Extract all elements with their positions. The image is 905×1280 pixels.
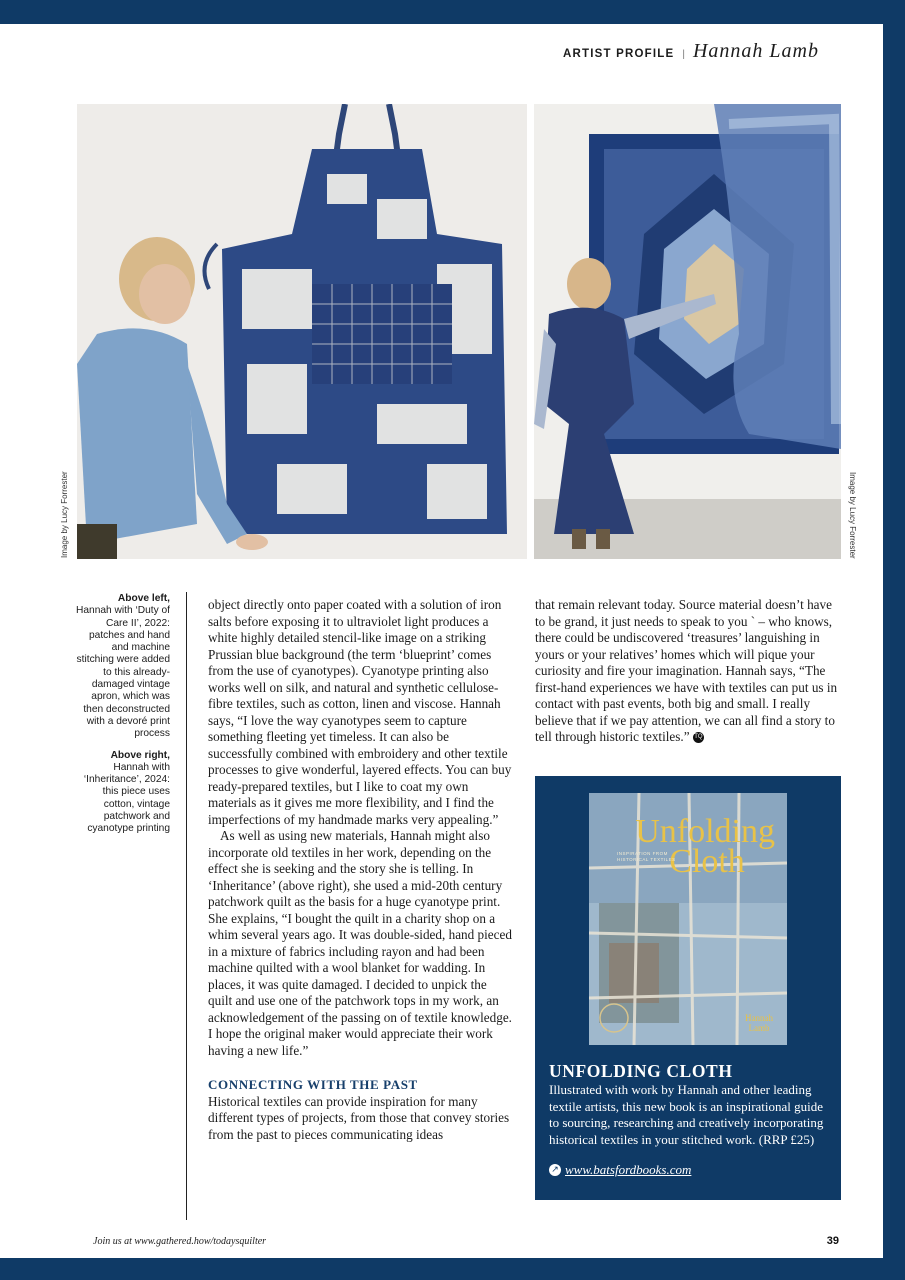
photo-inheritance [534, 104, 841, 559]
magazine-page [0, 24, 883, 1258]
end-of-article-icon: TQ [693, 732, 704, 743]
section-kicker: ARTIST PROFILE [563, 48, 675, 60]
article-column-two [535, 597, 841, 746]
body-text: that remain relevant today. Source material doesn’t have to be grand, it just needs to speak to you ` – who knows, there could be undiscovered ‘treasures’ languishing in yours or your relatives’ homes which will pique your curiosity and fire your imagination. Hannah says, “The first-hand experiences we have with textiles can put us in contact with past events, both big and small. I really believe that if we pay attention, we can all find a story to tell through historic textiles.” [535, 597, 838, 744]
cover-author-line: Hannah [745, 1013, 773, 1023]
book-blurb: Illustrated with work by Hannah and other leading textile artists, this new book is an inspirational guide to sourcing, researching and creatively incorporating historical textiles in your stitched work. (RRP £25) [549, 1082, 824, 1147]
caption-title: Above right, [110, 749, 170, 761]
cover-title-line: Unfolding [635, 813, 775, 850]
cover-title-line: Cloth [669, 843, 745, 880]
artist-name: Hannah Lamb [692, 40, 819, 62]
article-column-one [208, 597, 512, 1143]
photo-credit-left: Image by Lucy Forrester [60, 471, 69, 558]
caption-title: Above left, [117, 593, 170, 604]
cover-title [635, 813, 775, 880]
caption-above-right [76, 750, 170, 836]
photo-duty-of-care [77, 104, 527, 559]
publisher-link[interactable]: www.batsfordbooks.com [565, 1162, 692, 1177]
book-link-row[interactable] [549, 1162, 691, 1178]
footer-website: Join us at www.gathered.how/todaysquilter [93, 1236, 267, 1247]
cover-author [745, 1013, 773, 1033]
header-separator: | [682, 49, 685, 60]
caption-text: Hannah with ‘Inheritance’, 2024: this piece uses cotton, vintage patchwork and cyanotype printing [83, 761, 170, 835]
book-cover-image [589, 793, 787, 1045]
section-heading: CONNECTING WITH THE PAST [208, 1077, 418, 1092]
body-paragraph: As well as using new materials, Hannah might also incorporate old textiles in her work, depending on the effect she is seeking and the story she is telling. In ‘Inheritance’ (above right), she used a mid-20th century patchwork quilt as the basis for a huge cyanotype print. She explains, “I bought the quilt in a charity shop on a whim several years ago. It was double-sided, hand pieced in a mixture of fabrics including rayon and had been machine quilted with a wool blanket for wadding. In places, it was quite damaged. I decided to unpick the quilt and use one of the patchwork tops in my work, an acknowledgement of the passing on of textile knowledge. I hope the original maker would appreciate their work having a new life.” [208, 828, 512, 1058]
page-number: 39 [826, 1235, 839, 1247]
body-paragraph [535, 597, 841, 746]
body-paragraph: Historical textiles can provide inspiration for many different types of projects, from those that convey stories from the past to pieces communicating ideas [208, 1093, 510, 1142]
book-heading: UNFOLDING CLOTH [549, 1061, 733, 1081]
photo-credit-right: Image by Lucy Forrester [848, 472, 857, 559]
caption-text: Hannah with ‘Duty of Care II’, 2022: patches and hand and machine stitching were added to this already-damaged vintage apron, which was then deconstructed with a devoré print process [76, 605, 171, 740]
body-paragraph: object directly onto paper coated with a solution of iron salts before exposing it to ultraviolet light produces a white highly detailed stencil-like image on a striking Prussian blue background (the term ‘blueprint’ comes from the use of cyanotypes). Cyanotype printing also works well on silk, and natural and synthetic cellulose-fibre textiles, such as cotton, linen and viscose. Hannah says, “I love the way cyanotypes seem to capture something fleeting yet timeless. It can also be successfully combined with embroidery and other textile processes to give wonderful, layered effects. You can buy ready-prepared textiles, but I like to coat my own materials as it gives me more flexibility, and I find the imperfections of my handmade marks very appealing.” [208, 597, 512, 827]
column-rule [186, 592, 187, 1220]
photo-captions [76, 593, 170, 845]
caption-above-left [76, 593, 170, 741]
book-promo-box [535, 776, 841, 1200]
page-header [563, 40, 819, 63]
cover-author-line: Lamb [748, 1023, 770, 1033]
link-icon: ↗ [549, 1164, 561, 1176]
cover-subtitle: INSPIRATION FROM HISTORICAL TEXTILES [617, 851, 676, 862]
